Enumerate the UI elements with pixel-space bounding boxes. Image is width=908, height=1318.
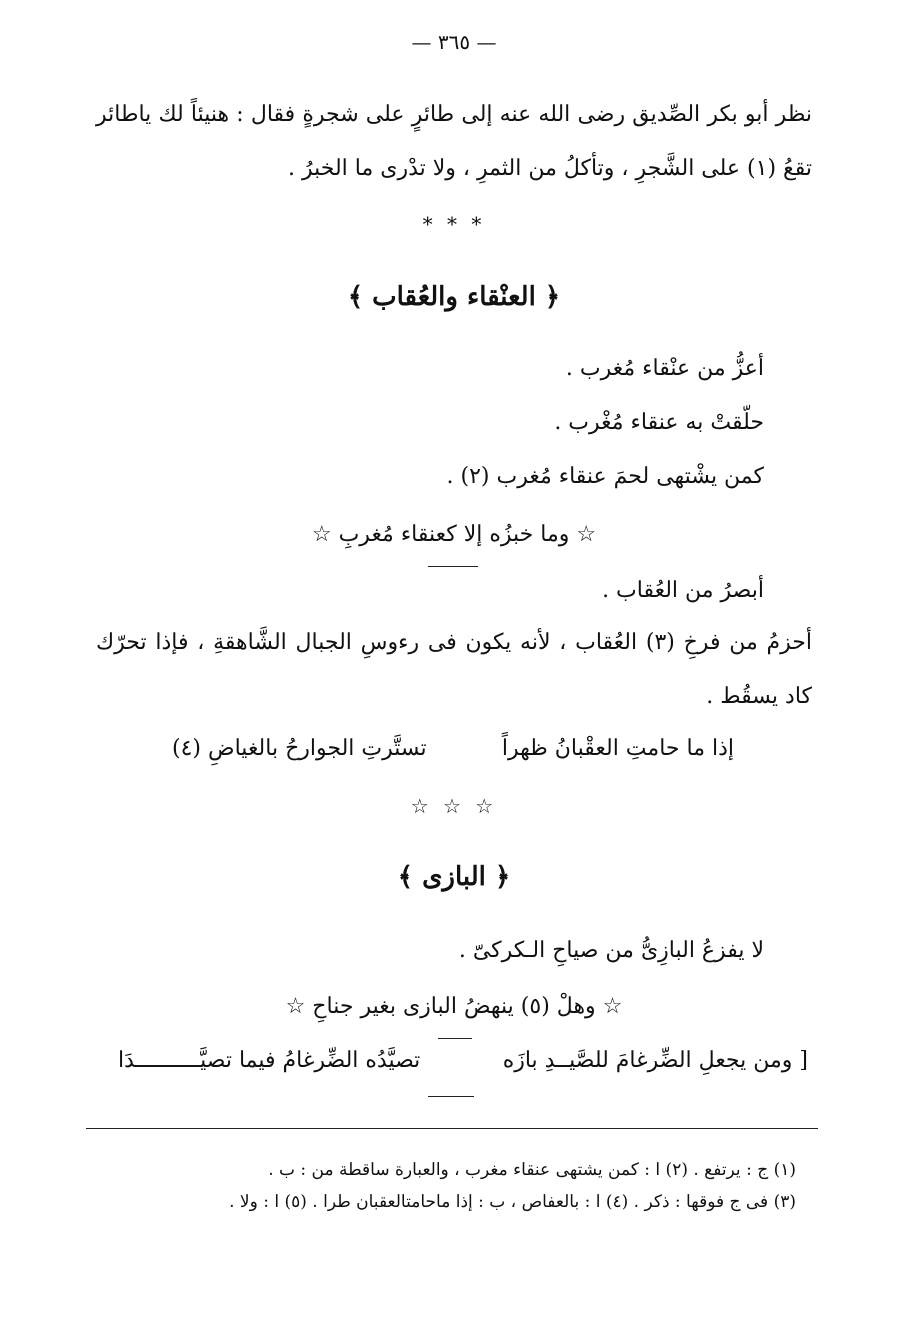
proverb-line: أبصرُ من العُقاب . — [602, 578, 764, 603]
verse-line: ☆ وهلْ (٥) ينهضُ البازى بغير جناحِ ☆ — [285, 994, 623, 1019]
verse-hemistich: إذا ما حامتِ العقْبانُ ظهراً — [501, 736, 734, 761]
proverb-line: أعزُّ من عنْقاء مُغرب . — [565, 356, 764, 381]
proverb-line: كمن يشْتهى لحمَ عنقاء مُغرب (٢) . — [446, 464, 764, 489]
intro-line-2: تقعُ (١) على الشَّجرِ ، وتأكلُ من الثمرِ ، ولا تدْرى ما الخبرُ . — [288, 156, 812, 181]
proverb-line: أحزمُ من فرخِ (٣) العُقاب ، لأنه يكون فى رءوسِ الجبال الشَّاهقةِ ، فإذا تحرّك — [96, 630, 812, 655]
section-separator: ☆ ☆ ☆ — [410, 794, 498, 818]
section-separator: * * * — [422, 212, 486, 236]
verse-hemistich: [ ومن يجعلِ الضِّرغامَ للصَّيــدِ بازَه — [502, 1048, 808, 1073]
verse-divider — [428, 1096, 474, 1097]
verse-hemistich: تصيَّدُه الضِّرغامُ فيما تصيَّــــــــــدَا — [118, 1048, 421, 1073]
verse-line: ☆ وما خبزُه إلا كعنقاء مُغربِ ☆ — [311, 522, 597, 547]
verse-divider — [428, 566, 478, 567]
verse-hemistich: تستَّرتِ الجوارحُ بالغياضِ (٤) — [172, 736, 427, 761]
proverb-line: كاد يسقُط . — [706, 684, 812, 709]
proverb-line: حلّقتْ به عنقاء مُغْرب . — [554, 410, 764, 435]
section-heading-bazi: ﴿ البازى ﴾ — [397, 862, 511, 892]
intro-line-1: نظر أبو بكر الصِّديق رضى الله عنه إلى طائرٍ على شجرةٍ فقال : هنيئاً لك ياطائر — [96, 102, 812, 127]
footnote-separator — [86, 1128, 818, 1129]
verse-divider — [438, 1038, 472, 1039]
section-heading-anqa-uqab: ﴿ العنْقاء والعُقاب ﴾ — [347, 282, 561, 312]
proverb-line: لا يفزعُ البازِىُّ من صياحِ الـكركىّ . — [458, 938, 764, 963]
footnote-line: (٣) فى ج فوقها : ذكر . (٤) ا : بالعفاص ، ب : إذا ماحامتالعقبان طرا . (٥) ا : ولا . — [229, 1192, 796, 1212]
footnote-line: (١) ج : يرتفع . (٢) ا : كمن يشتهى عنقاء مغرب ، والعبارة ساقطة من : ب . — [268, 1160, 796, 1180]
page-number: — ٣٦٥ — — [411, 30, 497, 54]
